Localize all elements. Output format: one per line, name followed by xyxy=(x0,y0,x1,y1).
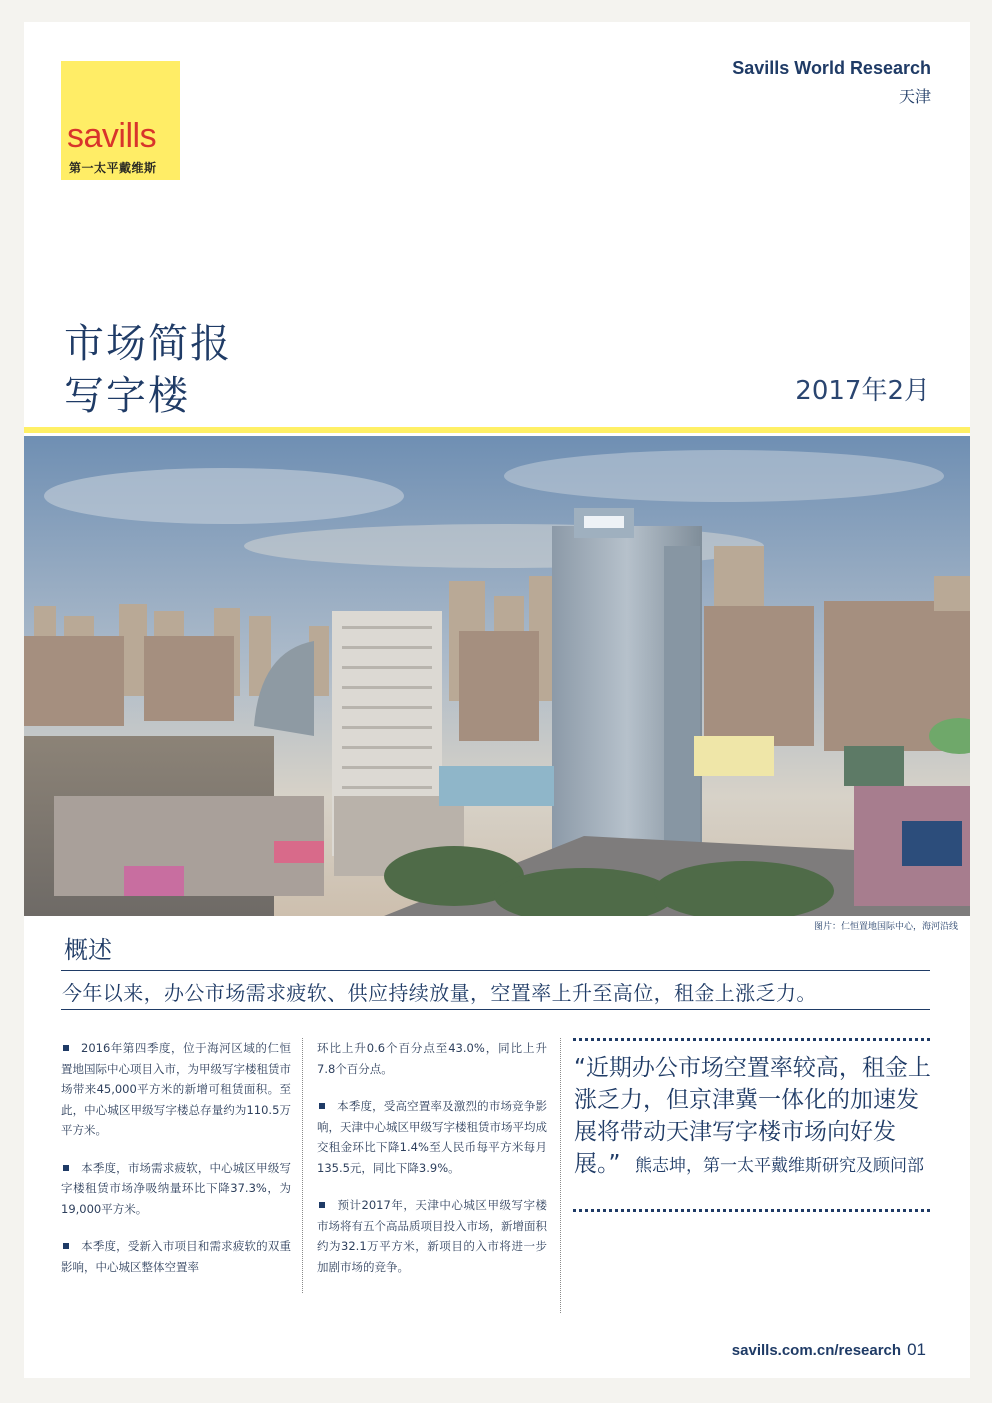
column-divider xyxy=(302,1038,303,1293)
paragraph-text: 预计2017年，天津中心城区甲级写字楼市场将有五个高品质项目投入市场，新增面积约为32.1万平方米，新项目的入市将进一步加剧市场的竞争。 xyxy=(317,1198,547,1274)
body-column-2 xyxy=(317,1038,547,1294)
paragraph xyxy=(61,1236,291,1277)
paragraph xyxy=(317,1195,547,1277)
page-number: 01 xyxy=(907,1340,926,1359)
bullet-square xyxy=(319,1103,325,1109)
pull-quote xyxy=(574,1052,934,1182)
photo-caption: 图片：仁恒置地国际中心，海河沿线 xyxy=(813,922,958,932)
paragraph-text: 环比上升0.6个百分点至43.0%，同比上升7.8个百分点。 xyxy=(317,1041,547,1076)
quote-text: “近期办公市场空置率较高，租金上涨乏力，但京津冀一体化的加速发展将带动天津写字楼市场向好发展。” xyxy=(574,1055,931,1177)
paragraph xyxy=(61,1038,291,1141)
bullet-square xyxy=(319,1202,325,1208)
overview-summary: 今年以来，办公市场需求疲软、供应持续放量，空置率上升至高位，租金上涨乏力。 xyxy=(62,981,817,1005)
paragraph xyxy=(317,1038,547,1079)
page-footer xyxy=(732,1340,926,1360)
quote-attribution: 熊志坤，第一太平戴维斯研究及顾问部 xyxy=(635,1156,925,1176)
logo-subtitle: 第一太平戴维斯 xyxy=(69,161,157,175)
paragraph-text: 本季度，受高空置率及激烈的市场竞争影响，天津中心城区甲级写字楼租赁市场平均成交租金环比下降1.4%至人民币每平方米每月135.5元，同比下降3.9%。 xyxy=(317,1099,547,1175)
overview-rule-top xyxy=(61,970,930,971)
cover-photo xyxy=(24,436,970,916)
report-subtitle: 写字楼 xyxy=(64,373,190,419)
logo-wordmark: savills xyxy=(67,117,157,155)
savills-logo xyxy=(61,61,180,180)
report-title: 市场简报 xyxy=(64,321,232,367)
bullet-square xyxy=(63,1165,69,1171)
paragraph xyxy=(317,1096,547,1178)
research-url-link[interactable]: savills.com.cn/research xyxy=(731,1342,902,1359)
body-column-1 xyxy=(61,1038,291,1294)
paragraph-text: 2016年第四季度，位于海河区域的仁恒置地国际中心项目入市，为甲级写字楼租赁市场带来45,000平方米的新增可租赁面积。至此，中心城区甲级写字楼总存量约为110.5万平方米。 xyxy=(61,1041,291,1137)
overview-heading: 概述 xyxy=(64,936,112,964)
report-page xyxy=(24,22,970,1378)
bullet-square xyxy=(63,1243,69,1249)
overview-rule-bottom xyxy=(61,1009,930,1010)
city-label: 天津 xyxy=(898,87,931,106)
column-divider xyxy=(560,1038,561,1313)
paragraph-text: 本季度，受新入市项目和需求疲软的双重影响，中心城区整体空置率 xyxy=(61,1239,291,1274)
quote-dots-bottom xyxy=(573,1209,930,1212)
paragraph xyxy=(61,1158,291,1220)
report-date: 2017年2月 xyxy=(795,376,930,406)
paragraph-text: 本季度，市场需求疲软，中心城区甲级写字楼租赁市场净吸纳量环比下降37.3%，为19,000平方米。 xyxy=(61,1160,291,1216)
series-title: Savills World Research xyxy=(732,58,931,78)
yellow-divider xyxy=(24,427,970,433)
bullet-square xyxy=(63,1045,69,1051)
quote-dots-top xyxy=(573,1038,930,1041)
